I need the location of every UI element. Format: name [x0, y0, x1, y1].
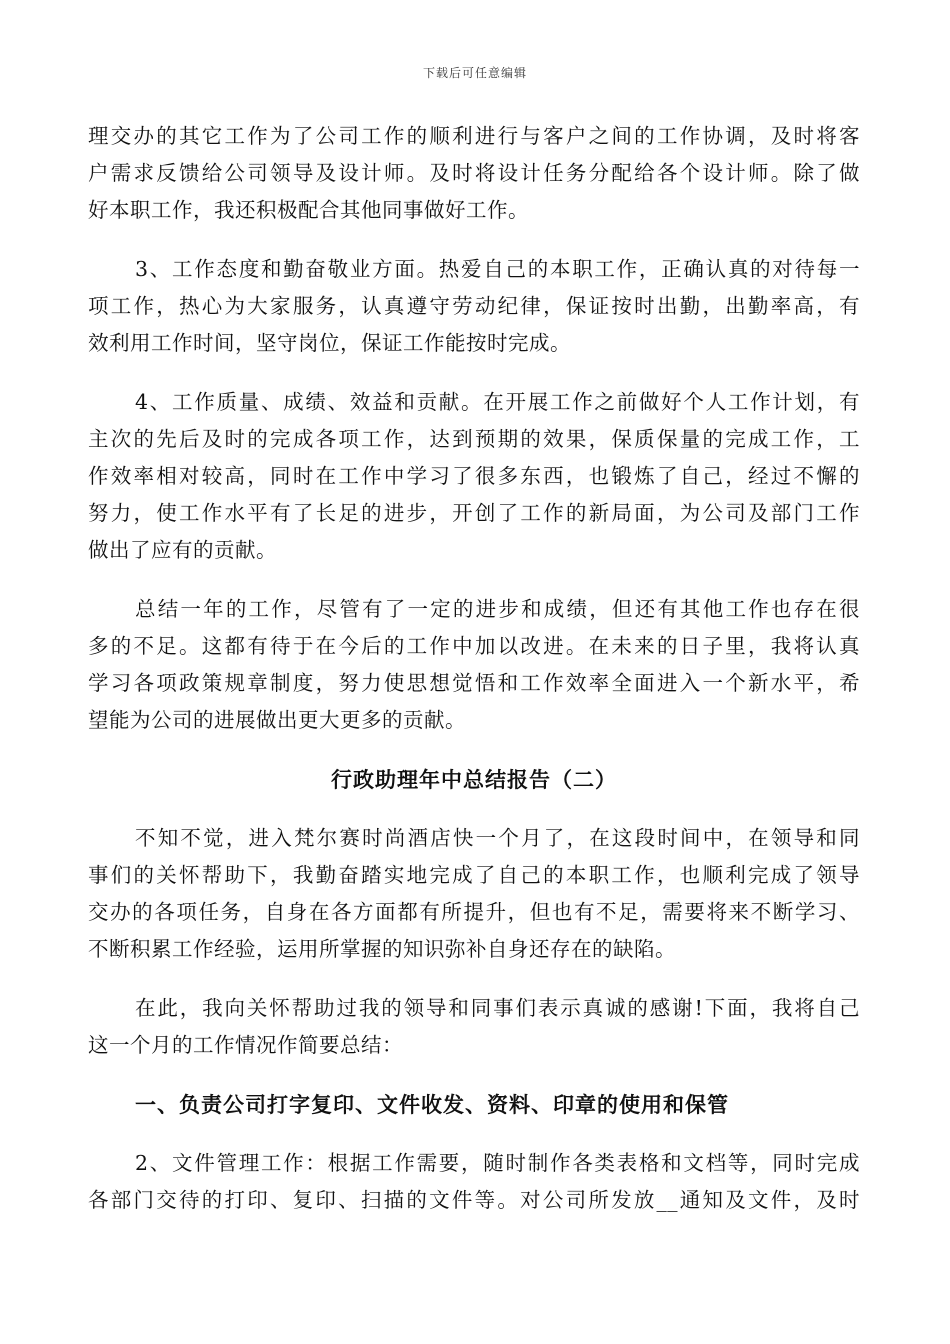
- text-line: 3、工作态度和勤奋敬业方面。热爱自己的本职工作，正确认真的对待每一: [135, 257, 860, 281]
- document-body: [88, 118, 860, 1219]
- text-line: 4、工作质量、成绩、效益和贡献。在开展工作之前做好个人工作计划，有: [135, 390, 860, 414]
- paragraph: [88, 1145, 860, 1219]
- text-line: 多的不足。这都有待于在今后的工作中加以改进。在未来的日子里，我将认真: [88, 634, 860, 658]
- text-line: 主次的先后及时的完成各项工作，达到预期的效果，保质保量的完成工作，工: [88, 427, 860, 451]
- paragraph: [88, 591, 860, 739]
- paragraph: [88, 251, 860, 362]
- text-line: 作效率相对较高，同时在工作中学习了很多东西，也锻炼了自己，经过不懈的: [88, 464, 860, 488]
- paragraph: [88, 820, 860, 968]
- text-line: 好本职工作，我还积极配合其他同事做好工作。: [88, 198, 529, 222]
- text-line: 理交办的其它工作为了公司工作的顺利进行与客户之间的工作协调，及时将客: [88, 124, 860, 148]
- text-line: 学习各项政策规章制度，努力使思想觉悟和工作效率全面进入一个新水平，希: [88, 671, 860, 695]
- text-line: 做出了应有的贡献。: [88, 538, 277, 562]
- text-line: 各部门交待的打印、复印、扫描的文件等。对公司所发放__通知及文件，及时: [88, 1188, 860, 1212]
- text-line: 事们的关怀帮助下，我勤奋踏实地完成了自己的本职工作，也顺利完成了领导: [88, 863, 860, 887]
- text-line: 2、文件管理工作：根据工作需要，随时制作各类表格和文档等，同时完成: [135, 1151, 860, 1175]
- text-line: 项工作，热心为大家服务，认真遵守劳动纪律，保证按时出勤，出勤率高，有: [88, 294, 860, 318]
- text-line: 在此，我向关怀帮助过我的领导和同事们表示真诚的感谢!下面，我将自己: [135, 996, 860, 1020]
- section-heading: 一、负责公司打字复印、文件收发、资料、印章的使用和保管: [135, 1092, 729, 1117]
- text-line: 交办的各项任务，自身在各方面都有所提升，但也有不足，需要将来不断学习、: [88, 900, 860, 924]
- paragraph: [88, 384, 860, 569]
- section-title: 行政助理年中总结报告（二）: [331, 767, 617, 792]
- page-header: 下载后可任意编辑: [422, 66, 527, 80]
- paragraph: [88, 118, 860, 229]
- text-line: 总结一年的工作，尽管有了一定的进步和成绩，但还有其他工作也存在很: [135, 597, 860, 621]
- text-line: 户需求反馈给公司领导及设计师。及时将设计任务分配给各个设计师。除了做: [88, 161, 860, 185]
- text-line: 不断积累工作经验，运用所掌握的知识弥补自身还存在的缺陷。: [88, 937, 676, 961]
- paragraph: [88, 990, 860, 1064]
- text-line: 不知不觉，进入梵尔赛时尚酒店快一个月了，在这段时间中，在领导和同: [135, 826, 860, 850]
- text-line: 这一个月的工作情况作简要总结：: [88, 1033, 403, 1057]
- text-line: 效利用工作时间，坚守岗位，保证工作能按时完成。: [88, 331, 571, 355]
- text-line: 望能为公司的进展做出更大更多的贡献。: [88, 708, 466, 732]
- text-line: 努力，使工作水平有了长足的进步，开创了工作的新局面，为公司及部门工作: [88, 501, 860, 525]
